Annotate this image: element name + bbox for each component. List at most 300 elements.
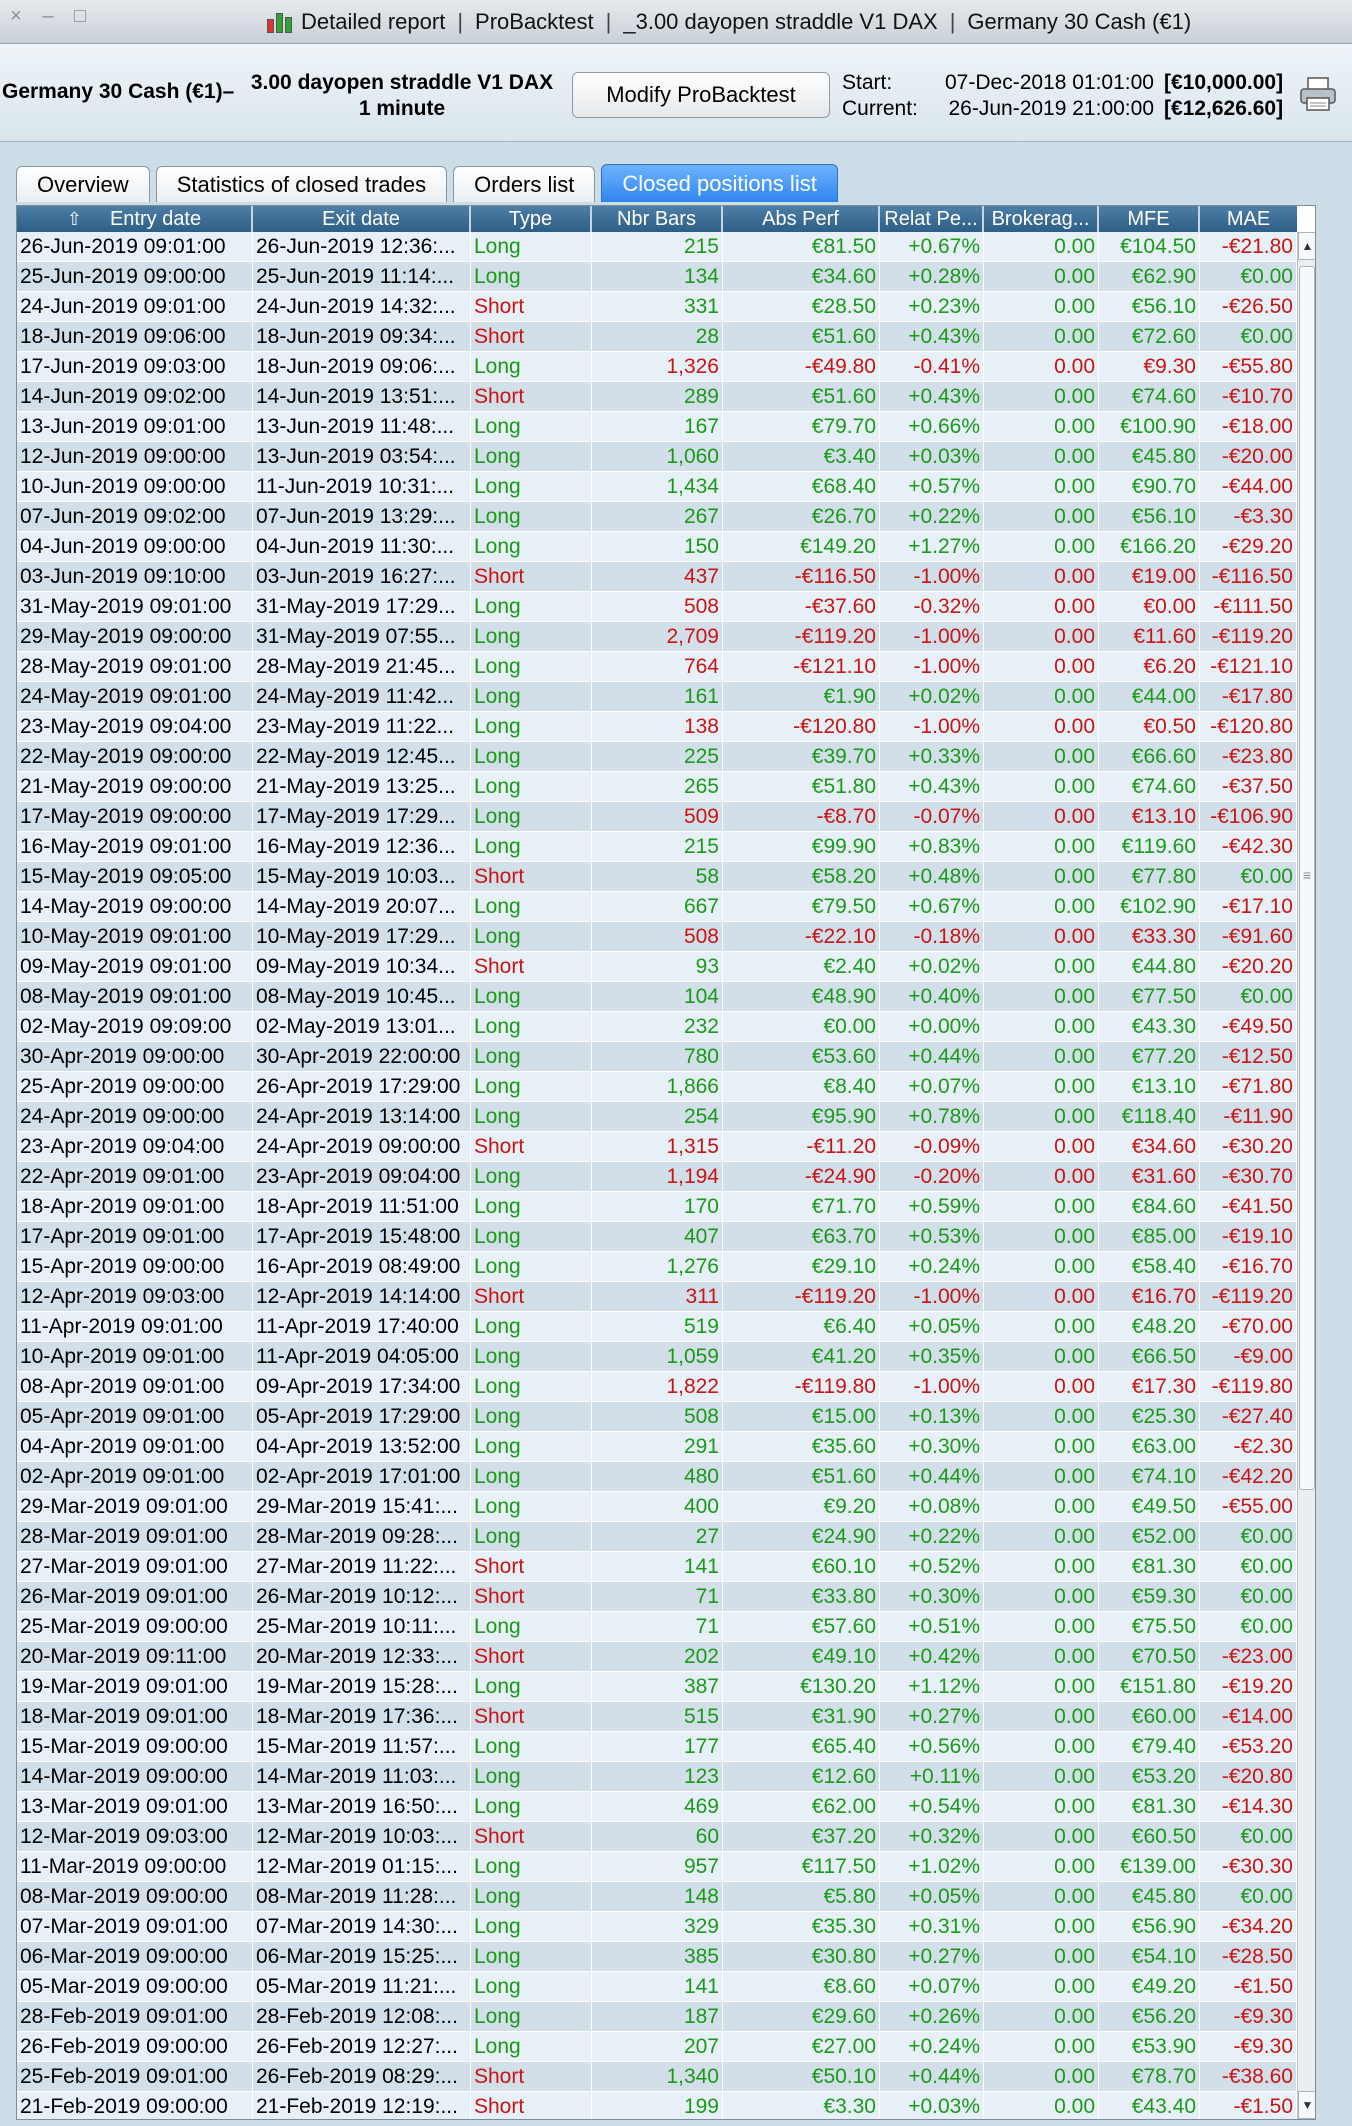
table-row[interactable]	[17, 1612, 1297, 1642]
relat-perf-cell: -1.00%	[880, 712, 984, 742]
mfe-cell: €90.70	[1099, 472, 1200, 502]
abs-perf-cell: €9.20	[723, 1492, 880, 1522]
mfe-cell: €77.50	[1099, 982, 1200, 1012]
table-row[interactable]	[17, 502, 1297, 532]
abs-perf-cell: €81.50	[723, 232, 880, 262]
nbr-bars-cell: 400	[592, 1492, 723, 1522]
table-row[interactable]	[17, 2092, 1297, 2120]
column-header-mae[interactable]: MAE	[1226, 208, 1271, 230]
brokerage-cell: 0.00	[984, 1372, 1099, 1402]
strategy-timeframe: 1 minute	[358, 97, 446, 120]
mae-cell: -€11.90	[1200, 1102, 1297, 1132]
table-row[interactable]	[17, 862, 1297, 892]
table-row[interactable]	[17, 1822, 1297, 1852]
vertical-scrollbar[interactable]	[1297, 232, 1316, 2119]
mae-cell: -€53.20	[1200, 1732, 1297, 1762]
abs-perf-cell: €29.60	[723, 2002, 880, 2032]
mae-cell: -€16.70	[1200, 1252, 1297, 1282]
brokerage-cell: 0.00	[984, 832, 1099, 862]
nbr-bars-cell: 957	[592, 1852, 723, 1882]
modify-probacktest-button[interactable]: Modify ProBacktest	[572, 72, 830, 118]
tab-overview[interactable]: Overview	[16, 166, 150, 202]
table-header	[17, 206, 1297, 232]
nbr-bars-cell: 93	[592, 952, 723, 982]
exit-date-cell: 09-May-2019 10:34...	[253, 952, 471, 982]
brokerage-cell: 0.00	[984, 1162, 1099, 1192]
mfe-cell: €58.40	[1099, 1252, 1200, 1282]
abs-perf-cell: €15.00	[723, 1402, 880, 1432]
table-row[interactable]	[17, 1792, 1297, 1822]
brokerage-cell: 0.00	[984, 862, 1099, 892]
abs-perf-cell: €2.40	[723, 952, 880, 982]
mfe-cell: €66.50	[1099, 1342, 1200, 1372]
exit-date-cell: 08-May-2019 10:45...	[253, 982, 471, 1012]
relat-perf-cell: +0.31%	[880, 1912, 984, 1942]
abs-perf-cell: €49.10	[723, 1642, 880, 1672]
mae-cell: -€20.00	[1200, 442, 1297, 472]
entry-date-cell: 05-Mar-2019 09:00:00	[17, 1972, 253, 2002]
relat-perf-cell: +0.02%	[880, 682, 984, 712]
abs-perf-cell: €35.30	[723, 1912, 880, 1942]
table-row[interactable]	[17, 1102, 1297, 1132]
table-row[interactable]	[17, 742, 1297, 772]
maximize-window-icon[interactable]: □	[73, 5, 87, 27]
relat-perf-cell: +0.23%	[880, 292, 984, 322]
abs-perf-cell: -€119.20	[723, 622, 880, 652]
column-header-brokerage[interactable]: Brokerag...	[984, 206, 1099, 232]
table-row[interactable]	[17, 1432, 1297, 1462]
nbr-bars-cell: 58	[592, 862, 723, 892]
nbr-bars-cell: 2,709	[592, 622, 723, 652]
relat-perf-cell: -1.00%	[880, 1282, 984, 1312]
type-cell: Short	[471, 1822, 592, 1852]
brokerage-cell: 0.00	[984, 472, 1099, 502]
column-header-type[interactable]: Type	[471, 206, 592, 232]
table-row[interactable]	[17, 1912, 1297, 1942]
nbr-bars-cell: 1,276	[592, 1252, 723, 1282]
mfe-cell: €52.00	[1099, 1522, 1200, 1552]
relat-perf-cell: +0.22%	[880, 1522, 984, 1552]
mae-cell: -€9.30	[1200, 2002, 1297, 2032]
mae-cell: €0.00	[1200, 1822, 1297, 1852]
table-row[interactable]	[17, 1132, 1297, 1162]
abs-perf-cell: €130.20	[723, 1672, 880, 1702]
nbr-bars-cell: 329	[592, 1912, 723, 1942]
mae-cell: -€14.30	[1200, 1792, 1297, 1822]
table-row[interactable]	[17, 952, 1297, 982]
abs-perf-cell: -€120.80	[723, 712, 880, 742]
table-row[interactable]	[17, 982, 1297, 1012]
entry-date-cell: 29-May-2019 09:00:00	[17, 622, 253, 652]
table-row[interactable]	[17, 832, 1297, 862]
table-row[interactable]	[17, 322, 1297, 352]
nbr-bars-cell: 291	[592, 1432, 723, 1462]
relat-perf-cell: +0.07%	[880, 1072, 984, 1102]
mae-cell: -€91.60	[1200, 922, 1297, 952]
table-row[interactable]	[17, 2032, 1297, 2062]
exit-date-cell: 18-Mar-2019 17:36:...	[253, 1702, 471, 1732]
abs-perf-cell: €30.80	[723, 1942, 880, 1972]
column-header-mfe[interactable]: MFE	[1099, 206, 1200, 232]
table-row[interactable]	[17, 712, 1297, 742]
brokerage-cell: 0.00	[984, 1612, 1099, 1642]
current-label: Current:	[842, 97, 918, 120]
table-row[interactable]	[17, 1252, 1297, 1282]
table-row[interactable]	[17, 1732, 1297, 1762]
table-row[interactable]	[17, 1762, 1297, 1792]
mfe-cell: €45.80	[1099, 442, 1200, 472]
mfe-cell: €78.70	[1099, 2062, 1200, 2092]
table-row[interactable]	[17, 1582, 1297, 1612]
brokerage-cell: 0.00	[984, 1672, 1099, 1702]
mfe-cell: €74.60	[1099, 382, 1200, 412]
mae-cell: -€119.20	[1200, 622, 1297, 652]
nbr-bars-cell: 141	[592, 1552, 723, 1582]
relat-perf-cell: +0.26%	[880, 2002, 984, 2032]
table-row[interactable]	[17, 2002, 1297, 2032]
brokerage-cell: 0.00	[984, 1282, 1099, 1312]
table-row[interactable]	[17, 412, 1297, 442]
mfe-cell: €48.20	[1099, 1312, 1200, 1342]
table-row[interactable]	[17, 382, 1297, 412]
relat-perf-cell: -0.18%	[880, 922, 984, 952]
mae-cell: -€44.00	[1200, 472, 1297, 502]
relat-perf-cell: +0.44%	[880, 2062, 984, 2092]
printer-icon[interactable]	[1298, 74, 1338, 114]
nbr-bars-cell: 1,194	[592, 1162, 723, 1192]
table-row[interactable]	[17, 922, 1297, 952]
exit-date-cell: 18-Apr-2019 11:51:00	[253, 1192, 471, 1222]
mae-cell: -€2.30	[1200, 1432, 1297, 1462]
mfe-cell: €13.10	[1099, 1072, 1200, 1102]
nbr-bars-cell: 1,315	[592, 1132, 723, 1162]
relat-perf-cell: +0.44%	[880, 1462, 984, 1492]
mfe-cell: €79.40	[1099, 1732, 1200, 1762]
window-controls	[6, 6, 90, 26]
nbr-bars-cell: 177	[592, 1732, 723, 1762]
table-row[interactable]	[17, 442, 1297, 472]
relat-perf-cell: +0.53%	[880, 1222, 984, 1252]
close-window-icon[interactable]: ×	[10, 5, 22, 27]
brokerage-cell: 0.00	[984, 1102, 1099, 1132]
nbr-bars-cell: 123	[592, 1762, 723, 1792]
mfe-cell: €56.20	[1099, 2002, 1200, 2032]
exit-date-cell: 05-Apr-2019 17:29:00	[253, 1402, 471, 1432]
mae-cell: -€42.30	[1200, 832, 1297, 862]
relat-perf-cell: +0.66%	[880, 412, 984, 442]
brokerage-cell: 0.00	[984, 2032, 1099, 2062]
table-row[interactable]	[17, 1492, 1297, 1522]
mae-cell: -€17.80	[1200, 682, 1297, 712]
abs-perf-cell: €29.10	[723, 1252, 880, 1282]
table-row[interactable]	[17, 1072, 1297, 1102]
table-row[interactable]	[17, 1162, 1297, 1192]
brokerage-cell: 0.00	[984, 1882, 1099, 1912]
window-titlebar	[0, 0, 1352, 44]
mfe-cell: €77.80	[1099, 862, 1200, 892]
entry-date-cell: 18-Mar-2019 09:01:00	[17, 1702, 253, 1732]
mfe-cell: €25.30	[1099, 1402, 1200, 1432]
table-row[interactable]	[17, 1852, 1297, 1882]
abs-perf-cell: €50.10	[723, 2062, 880, 2092]
mfe-cell: €49.50	[1099, 1492, 1200, 1522]
table-row[interactable]	[17, 1222, 1297, 1252]
table-row[interactable]	[17, 472, 1297, 502]
table-row[interactable]	[17, 1642, 1297, 1672]
abs-perf-cell: €1.90	[723, 682, 880, 712]
exit-date-cell: 11-Apr-2019 17:40:00	[253, 1312, 471, 1342]
brokerage-cell: 0.00	[984, 1552, 1099, 1582]
entry-date-cell: 26-Jun-2019 09:01:00	[17, 232, 253, 262]
exit-date-cell: 23-Apr-2019 09:04:00	[253, 1162, 471, 1192]
nbr-bars-cell: 480	[592, 1462, 723, 1492]
entry-date-cell: 24-May-2019 09:01:00	[17, 682, 253, 712]
type-cell: Long	[471, 832, 592, 862]
nbr-bars-cell: 508	[592, 1402, 723, 1432]
relat-perf-cell: +0.83%	[880, 832, 984, 862]
brokerage-cell: 0.00	[984, 1012, 1099, 1042]
mae-cell: -€14.00	[1200, 1702, 1297, 1732]
exit-date-cell: 29-Mar-2019 15:41:...	[253, 1492, 471, 1522]
table-row[interactable]	[17, 532, 1297, 562]
table-row[interactable]	[17, 562, 1297, 592]
exit-date-cell: 11-Jun-2019 10:31:...	[253, 472, 471, 502]
scrollbar-thumb[interactable]	[1299, 266, 1315, 1490]
exit-date-cell: 31-May-2019 07:55...	[253, 622, 471, 652]
nbr-bars-cell: 28	[592, 322, 723, 352]
mae-cell: -€9.30	[1200, 2032, 1297, 2062]
type-cell: Long	[471, 712, 592, 742]
mfe-cell: €139.00	[1099, 1852, 1200, 1882]
column-header-abs-perf[interactable]: Abs Perf	[723, 206, 880, 232]
exit-date-cell: 24-Jun-2019 14:32:...	[253, 292, 471, 322]
mae-cell: -€12.50	[1200, 1042, 1297, 1072]
entry-date-cell: 20-Mar-2019 09:11:00	[17, 1642, 253, 1672]
mfe-cell: €100.90	[1099, 412, 1200, 442]
relat-perf-cell: +0.08%	[880, 1492, 984, 1522]
exit-date-cell: 25-Mar-2019 10:11:...	[253, 1612, 471, 1642]
mae-cell: -€26.50	[1200, 292, 1297, 322]
relat-perf-cell: +0.40%	[880, 982, 984, 1012]
column-header-nbr-bars[interactable]: Nbr Bars	[592, 206, 723, 232]
abs-perf-cell: €6.40	[723, 1312, 880, 1342]
mae-cell: -€41.50	[1200, 1192, 1297, 1222]
mae-cell: -€3.30	[1200, 502, 1297, 532]
entry-date-cell: 03-Jun-2019 09:10:00	[17, 562, 253, 592]
brokerage-cell: 0.00	[984, 1762, 1099, 1792]
brokerage-cell: 0.00	[984, 532, 1099, 562]
table-row[interactable]	[17, 1462, 1297, 1492]
relat-perf-cell: +0.67%	[880, 892, 984, 922]
table-row[interactable]	[17, 1702, 1297, 1732]
brokerage-cell: 0.00	[984, 772, 1099, 802]
mfe-cell: €81.30	[1099, 1552, 1200, 1582]
title-part: Detailed report	[301, 9, 446, 34]
brokerage-cell: 0.00	[984, 1582, 1099, 1612]
table-row[interactable]	[17, 292, 1297, 322]
mfe-cell: €0.00	[1099, 592, 1200, 622]
nbr-bars-cell: 225	[592, 742, 723, 772]
nbr-bars-cell: 385	[592, 1942, 723, 1972]
table-row[interactable]	[17, 772, 1297, 802]
relat-perf-cell: +0.56%	[880, 1732, 984, 1762]
mae-cell: -€19.20	[1200, 1672, 1297, 1702]
exit-date-cell: 13-Jun-2019 03:54:...	[253, 442, 471, 472]
entry-date-cell: 08-Apr-2019 09:01:00	[17, 1372, 253, 1402]
tab-closed-positions-list[interactable]: Closed positions list	[601, 164, 837, 202]
abs-perf-cell: €0.00	[723, 1012, 880, 1042]
tab-statistics-closed-trades[interactable]: Statistics of closed trades	[156, 166, 447, 202]
mae-cell: €0.00	[1200, 1552, 1297, 1582]
exit-date-cell: 12-Apr-2019 14:14:00	[253, 1282, 471, 1312]
type-cell: Short	[471, 1582, 592, 1612]
table-row[interactable]	[17, 1312, 1297, 1342]
type-cell: Long	[471, 1192, 592, 1222]
table-row[interactable]	[17, 1942, 1297, 1972]
report-header	[0, 44, 1352, 142]
brokerage-cell: 0.00	[984, 1642, 1099, 1672]
type-cell: Long	[471, 1432, 592, 1462]
abs-perf-cell: €65.40	[723, 1732, 880, 1762]
brokerage-cell: 0.00	[984, 2002, 1099, 2032]
table-row[interactable]	[17, 592, 1297, 622]
nbr-bars-cell: 60	[592, 1822, 723, 1852]
table-row[interactable]	[17, 682, 1297, 712]
candlestick-app-icon	[265, 9, 295, 35]
table-row[interactable]	[17, 1672, 1297, 1702]
entry-date-cell: 10-Jun-2019 09:00:00	[17, 472, 253, 502]
brokerage-cell: 0.00	[984, 1822, 1099, 1852]
mfe-cell: €0.50	[1099, 712, 1200, 742]
nbr-bars-cell: 509	[592, 802, 723, 832]
column-header-entry-date[interactable]	[17, 206, 253, 232]
type-cell: Long	[471, 1102, 592, 1132]
table-row[interactable]	[17, 1372, 1297, 1402]
table-row[interactable]	[17, 1342, 1297, 1372]
exit-date-cell: 09-Apr-2019 17:34:00	[253, 1372, 471, 1402]
nbr-bars-cell: 161	[592, 682, 723, 712]
mfe-cell: €166.20	[1099, 532, 1200, 562]
minimize-window-icon[interactable]: –	[42, 5, 54, 27]
table-row[interactable]	[17, 232, 1297, 262]
abs-perf-cell: €95.90	[723, 1102, 880, 1132]
table-row[interactable]	[17, 802, 1297, 832]
relat-perf-cell: +0.33%	[880, 742, 984, 772]
type-cell: Long	[471, 1222, 592, 1252]
brokerage-cell: 0.00	[984, 1192, 1099, 1222]
tab-orders-list[interactable]: Orders list	[453, 166, 595, 202]
abs-perf-cell: -€119.20	[723, 1282, 880, 1312]
scroll-up-icon[interactable]: ▲	[1298, 232, 1316, 260]
nbr-bars-cell: 1,866	[592, 1072, 723, 1102]
mae-cell: -€23.00	[1200, 1642, 1297, 1672]
exit-date-cell: 26-Jun-2019 12:36:...	[253, 232, 471, 262]
abs-perf-cell: €39.70	[723, 742, 880, 772]
nbr-bars-cell: 515	[592, 1702, 723, 1732]
entry-date-cell: 17-Jun-2019 09:03:00	[17, 352, 253, 382]
nbr-bars-cell: 150	[592, 532, 723, 562]
exit-date-cell: 14-Jun-2019 13:51:...	[253, 382, 471, 412]
mfe-cell: €34.60	[1099, 1132, 1200, 1162]
table-row[interactable]	[17, 1042, 1297, 1072]
type-cell: Long	[471, 1612, 592, 1642]
entry-date-cell: 22-May-2019 09:00:00	[17, 742, 253, 772]
type-cell: Short	[471, 382, 592, 412]
column-header-exit-date[interactable]: Exit date	[253, 206, 471, 232]
table-row[interactable]	[17, 1012, 1297, 1042]
mfe-cell: €72.60	[1099, 322, 1200, 352]
table-row[interactable]	[17, 1552, 1297, 1582]
entry-date-cell: 12-Apr-2019 09:03:00	[17, 1282, 253, 1312]
mfe-cell: €11.60	[1099, 622, 1200, 652]
entry-date-cell: 08-Mar-2019 09:00:00	[17, 1882, 253, 1912]
brokerage-cell: 0.00	[984, 922, 1099, 952]
column-header-relat-perf[interactable]: Relat Pe...	[880, 206, 984, 232]
table-row[interactable]	[17, 262, 1297, 292]
exit-date-cell: 13-Jun-2019 11:48:...	[253, 412, 471, 442]
table-row[interactable]	[17, 1402, 1297, 1432]
table-row[interactable]	[17, 622, 1297, 652]
nbr-bars-cell: 407	[592, 1222, 723, 1252]
entry-date-cell: 15-Apr-2019 09:00:00	[17, 1252, 253, 1282]
type-cell: Long	[471, 1762, 592, 1792]
entry-date-cell: 31-May-2019 09:01:00	[17, 592, 253, 622]
title-part: _3.00 dayopen straddle V1 DAX	[623, 9, 938, 34]
brokerage-cell: 0.00	[984, 1492, 1099, 1522]
scroll-down-icon[interactable]: ▼	[1298, 2091, 1316, 2119]
mfe-cell: €43.30	[1099, 1012, 1200, 1042]
type-cell: Short	[471, 292, 592, 322]
mfe-cell: €104.50	[1099, 232, 1200, 262]
table-row[interactable]	[17, 892, 1297, 922]
entry-date-cell: 19-Mar-2019 09:01:00	[17, 1672, 253, 1702]
nbr-bars-cell: 71	[592, 1582, 723, 1612]
exit-date-cell: 28-Feb-2019 12:08:...	[253, 2002, 471, 2032]
exit-date-cell: 24-Apr-2019 13:14:00	[253, 1102, 471, 1132]
relat-perf-cell: -0.09%	[880, 1132, 984, 1162]
relat-perf-cell: +0.28%	[880, 262, 984, 292]
nbr-bars-cell: 311	[592, 1282, 723, 1312]
mae-cell: -€55.80	[1200, 352, 1297, 382]
table-row[interactable]	[17, 1972, 1297, 2002]
table-row[interactable]	[17, 1282, 1297, 1312]
table-row[interactable]	[17, 1522, 1297, 1552]
relat-perf-cell: -1.00%	[880, 1372, 984, 1402]
relat-perf-cell: +0.24%	[880, 1252, 984, 1282]
abs-perf-cell: €3.30	[723, 2092, 880, 2120]
table-row[interactable]	[17, 1192, 1297, 1222]
brokerage-cell: 0.00	[984, 382, 1099, 412]
current-amount: [€12,626.60]	[1164, 97, 1284, 120]
exit-date-cell: 02-May-2019 13:01...	[253, 1012, 471, 1042]
relat-perf-cell: +0.59%	[880, 1192, 984, 1222]
entry-date-cell: 25-Jun-2019 09:00:00	[17, 262, 253, 292]
table-row[interactable]	[17, 1882, 1297, 1912]
brokerage-cell: 0.00	[984, 1042, 1099, 1072]
entry-date-cell: 13-Jun-2019 09:01:00	[17, 412, 253, 442]
table-row[interactable]	[17, 652, 1297, 682]
entry-date-cell: 02-May-2019 09:09:00	[17, 1012, 253, 1042]
relat-perf-cell: +0.42%	[880, 1642, 984, 1672]
nbr-bars-cell: 134	[592, 262, 723, 292]
exit-date-cell: 04-Apr-2019 13:52:00	[253, 1432, 471, 1462]
table-row[interactable]	[17, 352, 1297, 382]
brokerage-cell: 0.00	[984, 292, 1099, 322]
strategy-title: 3.00 dayopen straddle V1 DAX	[250, 71, 554, 94]
type-cell: Long	[471, 1912, 592, 1942]
table-row[interactable]	[17, 2062, 1297, 2092]
relat-perf-cell: +0.44%	[880, 1042, 984, 1072]
